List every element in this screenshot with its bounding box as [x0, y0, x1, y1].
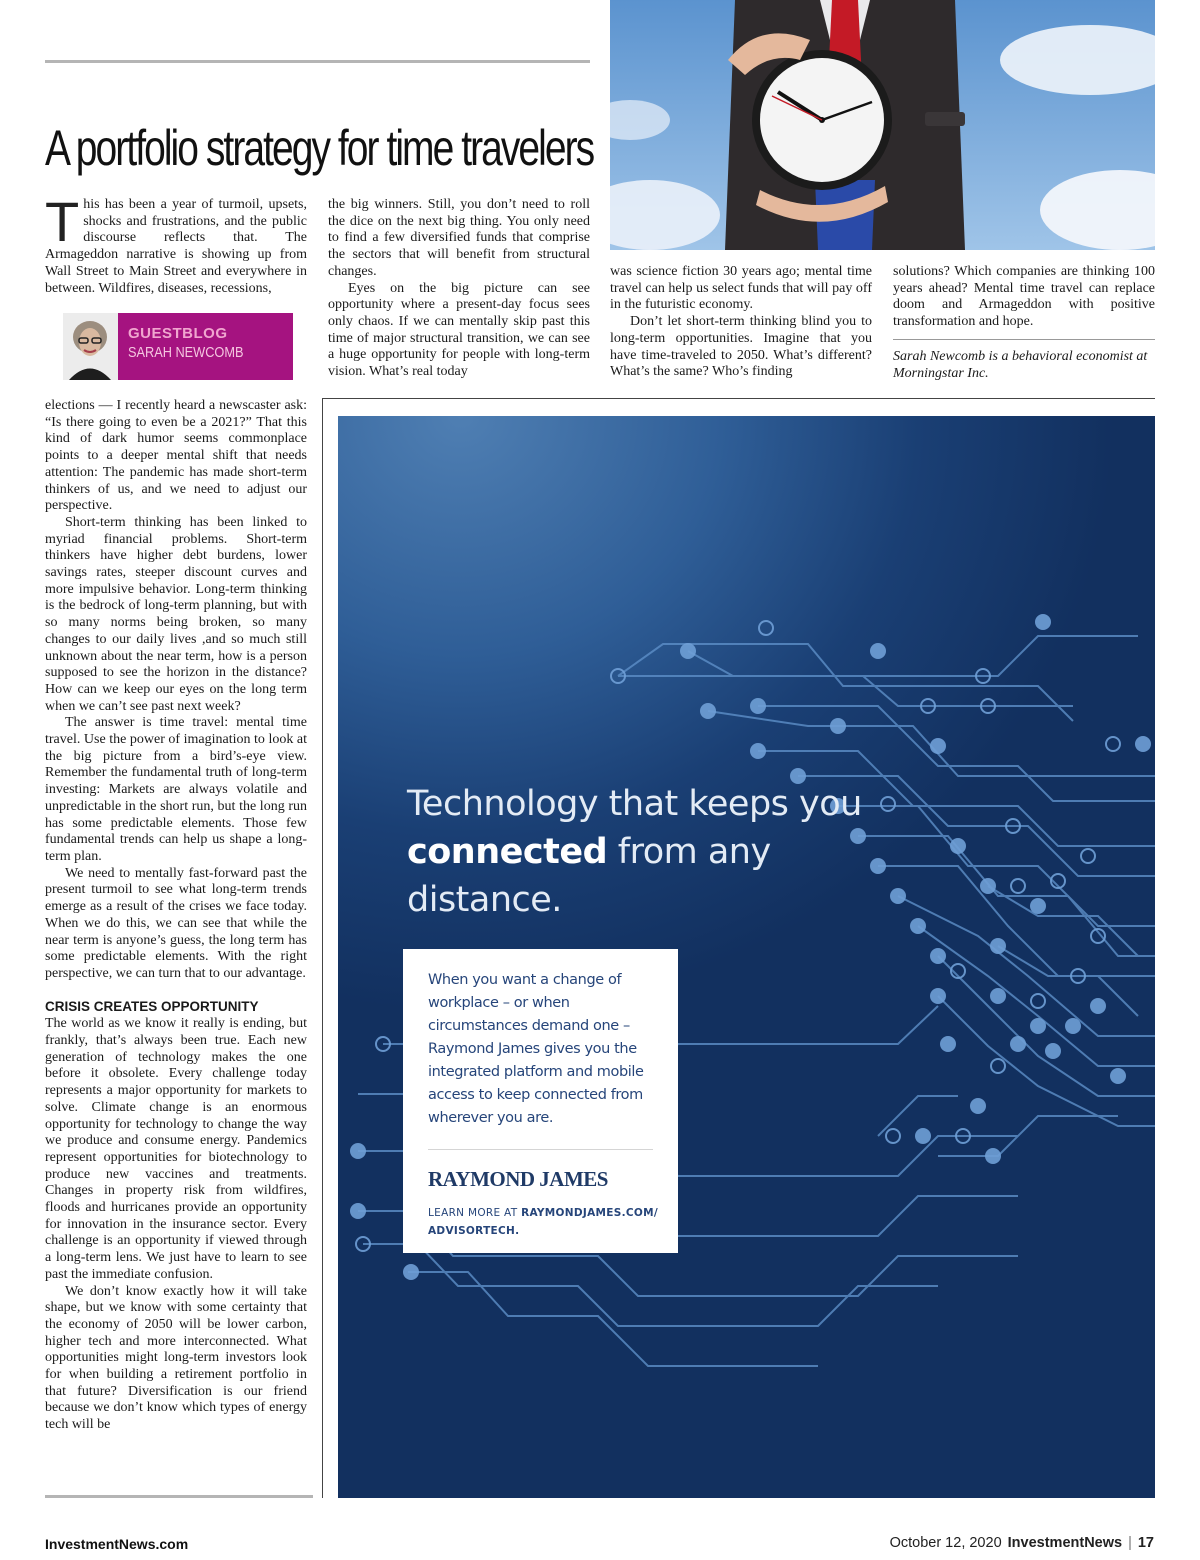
footer-separator: | [1128, 1535, 1132, 1551]
page-number: 17 [1137, 1535, 1154, 1551]
raymond-james-logo: RAYMOND JAMES [428, 1167, 608, 1191]
ad-headline [407, 780, 867, 924]
learn-more-label: LEARN MORE AT [428, 1207, 522, 1219]
ad-frame-top-border [322, 398, 1155, 399]
ad-learn-more[interactable] [428, 1204, 668, 1240]
paragraph: elections — I recently heard a newscaster ask: “Is there going to even be a 2021?” That this kind of dark humor seems commonplace points to a deeper mental shift that needs attention: The pandemic has made short-term thinkers of us, and we need to adjust our perspective. [45, 398, 307, 514]
bottom-rule [45, 1495, 313, 1498]
bio-divider [893, 339, 1155, 340]
paragraph: the big winners. Still, you don’t need to roll the dice on the next big thing. You only need to find a few diversified funds that comprise the sectors that will benefit from structural changes. [328, 197, 590, 279]
paragraph: Don’t let short-term thinking blind you to long-term opportunities. Imagine that you have time-traveled to 2050. What’s different? What’s the same? Who’s finding [610, 314, 872, 380]
ad-frame-left-border [322, 398, 323, 1498]
intro-text: his has been a year of turmoil, upsets, shocks and frustrations, and the public discourse reflects that. The Armageddon narrative is showing up from Wall Street to Main Street and everywhere in between. Wildfires, diseases, recessions, [45, 197, 307, 296]
guest-blog-badge [63, 313, 293, 380]
paragraph: Short-term thinking has been linked to myriad financial problems. Short-term thinkers have higher debt burdens, lower savings rates, steeper discount curves and more impulsive behavior. Long-term thinking is the bedrock of long-term planning, but with so many norms being broken, so many changes to our daily lives ,and so much still unknown about the near term, how is a person supposed to see the horizon in the distance? How can we keep our eyes on the long term when we can’t see past next week? [45, 514, 307, 714]
article-column-2 [328, 197, 590, 381]
ad-body-text: When you want a change of workplace – or when circumstances demand one – Raymond James gives you the integrated platform and mobile access to keep connected from wherever you are. [428, 972, 644, 1126]
article-column-4 [893, 264, 1155, 382]
paragraph: was science fiction 30 years ago; mental time travel can help us select funds that will pay off in the futuristic economy. [610, 264, 872, 313]
footer-folio [890, 1535, 1154, 1551]
paragraph: We don’t know exactly how it will take shape, but we know with some certainty that the economy of 2050 will be lower carbon, higher tech and more interconnected. What opportunities might long-term investors look for when building a retirement portfolio in that future? Diversification is our friend because we don’t know which types of energy tech will be [45, 1283, 307, 1433]
learn-more-url-link[interactable]: RAYMONDJAMES.COM/ ADVISORTECH. [428, 1207, 658, 1237]
paragraph: solutions? Which companies are thinking 100 years ahead? Mental time travel can replace doom and Armageddon with positive transformation and hope. [893, 264, 1155, 330]
footer-site: InvestmentNews.com [45, 1536, 189, 1552]
ad-headline-part: Technology that keeps you [407, 784, 862, 824]
ad-headline-emphasis: connected [407, 832, 608, 872]
paragraph: Eyes on the big picture can see opportunity where a present-day focus sees only chaos. If we can mentally skip past this time of major structural transition, we can see a huge opportunity for people with long-term vision. What’s real today [328, 280, 590, 380]
top-rule [45, 60, 590, 63]
article-column-1-top [45, 190, 307, 297]
guest-blog-label: GUESTBLOG [128, 325, 228, 342]
paragraph: The world as we know it really is ending, but frankly, that’s always been true. Each new generation of technology makes the one before it obsolete. Every challenge today represents a major opportunity for markets to solve. Climate change is an enormous opportunity for technology to change the way we produce and consume energy. Pandemics represent opportunities for biotechnology to produce new vaccines and treatments. Changes in property risk from wildfires, floods and hurricanes provide an opportunity for innovation in the insurance sector. Every challenge is an opportunity if viewed through a long-term lens. We just have to learn to see past the immediate confusion. [45, 1016, 307, 1282]
footer-date: October 12, 2020 [889, 1535, 1002, 1551]
section-subhead: CRISIS CREATES OPPORTUNITY [45, 998, 259, 1014]
paragraph: The answer is time travel: mental time travel. Use the power of imagination to look at the big picture from a bird’s-eye view. Remember the fundamental truth of long-term investing: Markets are always volatile and unpredictable in the short run, but the long run has some predictable elements. Those few fundamental trends can help us shape a long-term plan. [45, 715, 307, 864]
raymond-james-advertisement[interactable] [338, 416, 1155, 1498]
article-column-1 [45, 398, 307, 1434]
author-bio: Sarah Newcomb is a behavioral economist at Morningstar Inc. [893, 348, 1148, 381]
ad-info-box [403, 949, 678, 1253]
article-headline: A portfolio strategy for time travelers [45, 120, 594, 176]
ad-headline-part: from any distance. [407, 832, 771, 920]
article-column-3 [610, 264, 872, 381]
paragraph: We need to mentally fast-forward past the present turmoil to see what long-term trends emerge as a result of the crises we face today. When we do this, we can see that while the near term is anyone’s guess, the long term has some predictable elements. With the right perspective, we can turn that to our advantage. [45, 865, 307, 981]
author-portrait [63, 313, 118, 380]
drop-cap: T [45, 190, 80, 253]
ad-divider [428, 1149, 653, 1150]
clock-businessman-photo [610, 0, 1155, 250]
guest-blog-author: SARAH NEWCOMB [128, 344, 244, 361]
footer-brand: InvestmentNews [1007, 1535, 1123, 1551]
